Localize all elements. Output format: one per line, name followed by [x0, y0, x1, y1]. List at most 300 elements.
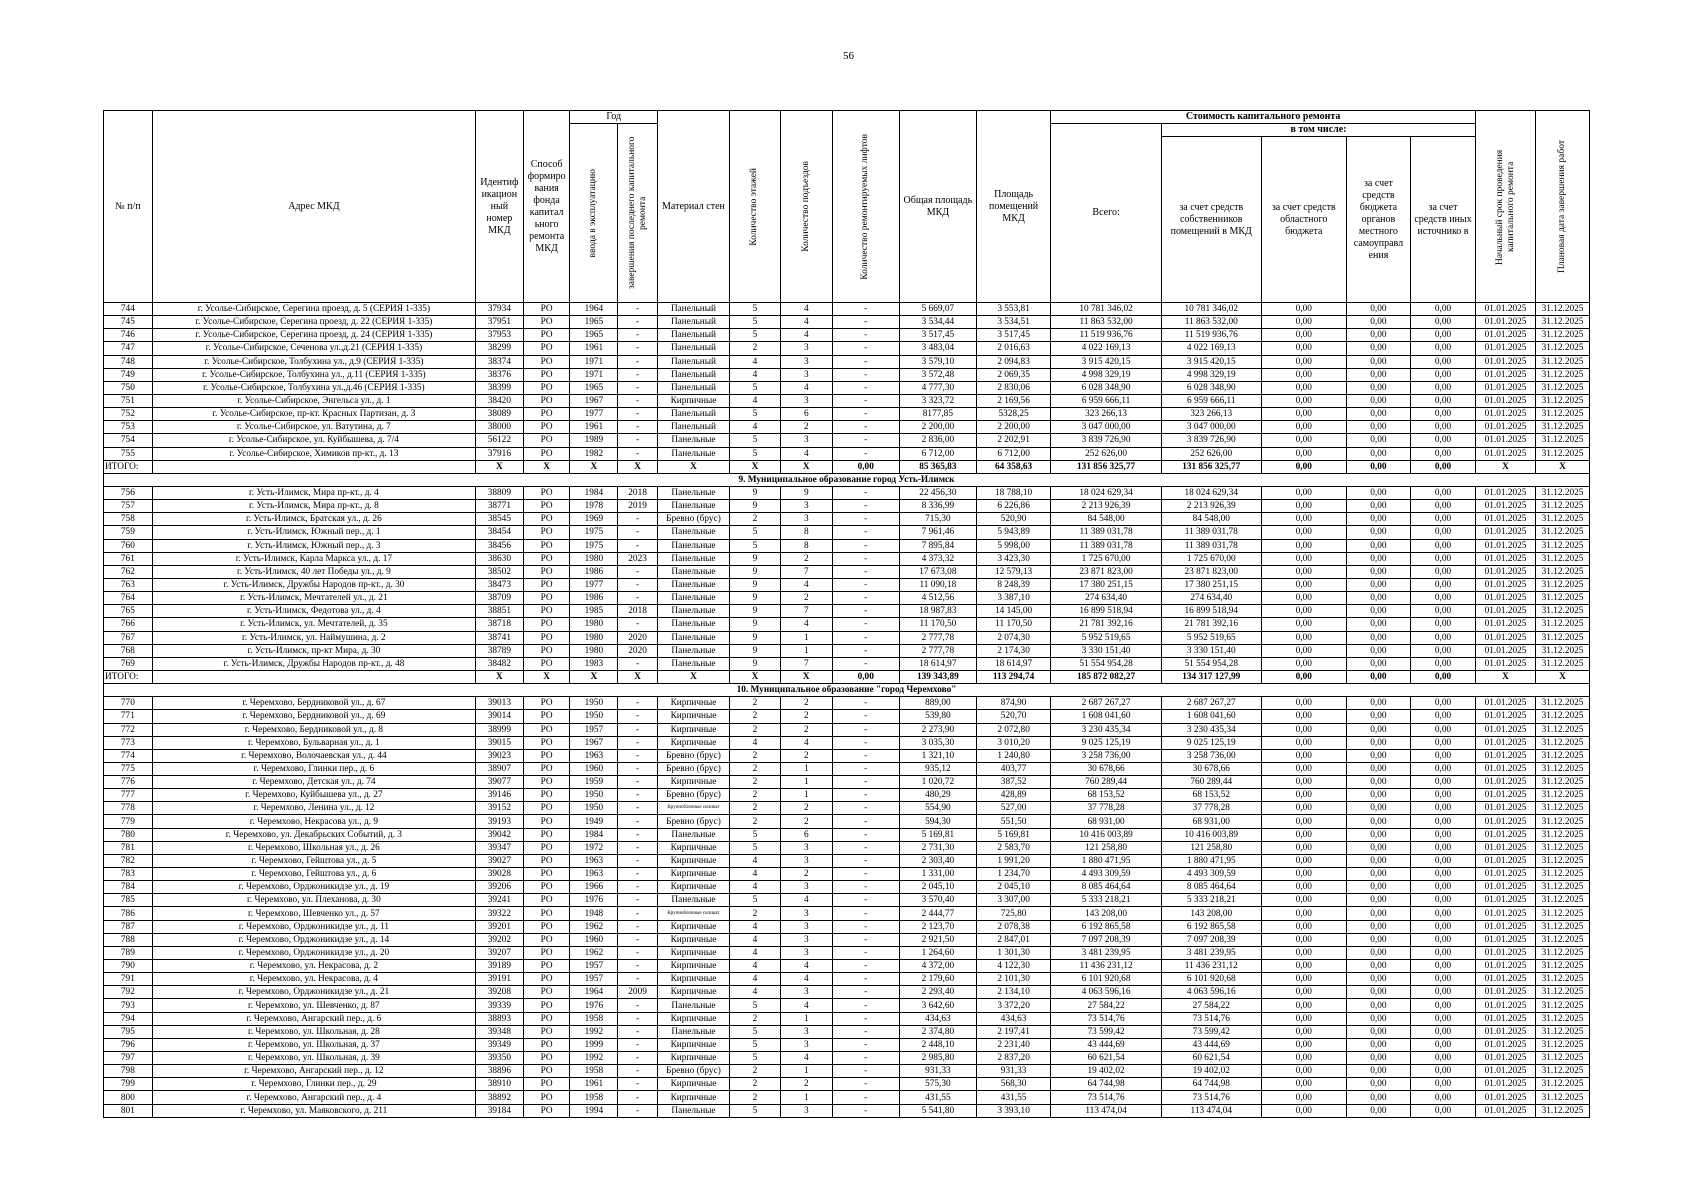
- cell-cost-local: 0,00: [1346, 447, 1410, 460]
- cell-year-built: 1999: [570, 1038, 618, 1051]
- cell-cost-owners: 17 380 251,15: [1161, 578, 1261, 591]
- cell-method: РО: [523, 697, 570, 710]
- cell-cost-total: 6 101 920,68: [1051, 973, 1162, 986]
- cell-id: 39152: [475, 802, 523, 815]
- cell-area-rooms: 387,52: [977, 776, 1051, 789]
- table-row: [104, 854, 1590, 867]
- cell-id: 38999: [475, 723, 523, 736]
- cell-start: 01.01.2025: [1476, 920, 1536, 933]
- cell-cost-owners: 1 725 670,00: [1161, 552, 1261, 565]
- cell-end: 31.12.2025: [1536, 1104, 1590, 1117]
- cell-cost-total: 10 781 346,02: [1051, 303, 1162, 316]
- cell-start: 01.01.2025: [1476, 1012, 1536, 1025]
- cell-lifts: -: [832, 973, 899, 986]
- cell-cost-total: 30 678,66: [1051, 762, 1162, 775]
- cell-material: Крупноблочные силикат: [657, 907, 729, 920]
- cell-cost-owners: 6 959 666,11: [1161, 394, 1261, 407]
- cell-year-built: 1984: [570, 486, 618, 499]
- cell-method: РО: [523, 657, 570, 670]
- cell-method: РО: [523, 710, 570, 723]
- table-row: [104, 618, 1590, 631]
- cell-cost-other: 0,00: [1410, 881, 1475, 894]
- cell-entrances: 1: [780, 631, 832, 644]
- cell-lifts: -: [832, 657, 899, 670]
- cell-area-rooms: 428,89: [977, 789, 1051, 802]
- cell-id: 38896: [475, 1065, 523, 1078]
- cell-cost-owners: 7 097 208,39: [1161, 933, 1261, 946]
- cell-area-total: 11 090,18: [899, 578, 976, 591]
- cell-year-built: 1980: [570, 631, 618, 644]
- cell-entrances: 3: [780, 986, 832, 999]
- cell-cost-owners: 4 022 169,13: [1161, 342, 1261, 355]
- cell-cost-region: 0,00: [1261, 1104, 1346, 1117]
- cell-address: г. Усолье-Сибирское, ул. Куйбышева, д. 7/4: [152, 434, 475, 447]
- cell-lifts: -: [832, 1012, 899, 1025]
- cell-year-repair: -: [618, 303, 658, 316]
- section-row: [104, 473, 1590, 486]
- cell-floors: 2: [730, 710, 781, 723]
- cell-id: 38473: [475, 578, 523, 591]
- table-row: [104, 710, 1590, 723]
- cell-num: 780: [104, 828, 153, 841]
- cell-area-total: 889,00: [899, 697, 976, 710]
- cell-cost-owners: 252 626,00: [1161, 447, 1261, 460]
- cell-floors: 9: [730, 631, 781, 644]
- table-row: [104, 973, 1590, 986]
- cell-method: РО: [523, 486, 570, 499]
- cell-id: 38910: [475, 1078, 523, 1091]
- cell-cost-local: 0,00: [1346, 789, 1410, 802]
- cell-start: 01.01.2025: [1476, 841, 1536, 854]
- cell-cost-owners: 43 444,69: [1161, 1038, 1261, 1051]
- cell-end: 31.12.2025: [1536, 697, 1590, 710]
- cell-floors: 2: [730, 907, 781, 920]
- cell-id: 38545: [475, 513, 523, 526]
- cell-num: 798: [104, 1065, 153, 1078]
- table-row: [104, 815, 1590, 828]
- cell-floors: 5: [730, 447, 781, 460]
- cell-area-rooms: 3 010,20: [977, 736, 1051, 749]
- cell-address: г. Усть-Илимск, ул. Наймушина, д. 2: [152, 631, 475, 644]
- cell-end: 31.12.2025: [1536, 513, 1590, 526]
- cell-year-built: 1976: [570, 999, 618, 1012]
- cell-material: Панельные: [657, 486, 729, 499]
- cell-start: 01.01.2025: [1476, 355, 1536, 368]
- cell-area-rooms: 2 101,30: [977, 973, 1051, 986]
- cell-end: 31.12.2025: [1536, 1038, 1590, 1051]
- cell-lifts: -: [832, 447, 899, 460]
- cell-address: г. Черемхово, Шевченко ул., д. 57: [152, 907, 475, 920]
- cell-cost-other: 0,00: [1410, 776, 1475, 789]
- cell-lifts: -: [832, 500, 899, 513]
- cell-area-rooms: 2 847,01: [977, 933, 1051, 946]
- table-row: [104, 894, 1590, 907]
- cell-material: Панельные: [657, 447, 729, 460]
- cell-method: РО: [523, 592, 570, 605]
- cell-year-repair: -: [618, 894, 658, 907]
- col-method: Способ формиро вания фонда капитал ьного ремонта МКД: [523, 111, 570, 303]
- cell-material: Панельный: [657, 421, 729, 434]
- cell-lifts: -: [832, 394, 899, 407]
- cell-method: РО: [523, 933, 570, 946]
- cell-lifts: -: [832, 605, 899, 618]
- cell-id: 38502: [475, 565, 523, 578]
- cell-material: Панельные: [657, 526, 729, 539]
- cell-method: РО: [523, 789, 570, 802]
- cell-cost-local: 0,00: [1346, 920, 1410, 933]
- cell-area-total: 7 895,84: [899, 539, 976, 552]
- cell-floors: 5: [730, 841, 781, 854]
- table-row: [104, 368, 1590, 381]
- cell-cost-region: 0,00: [1261, 1038, 1346, 1051]
- cell-cost-local: 0,00: [1346, 841, 1410, 854]
- cell-num: 752: [104, 408, 153, 421]
- cell-end: 31.12.2025: [1536, 736, 1590, 749]
- cell-entrances: 3: [780, 946, 832, 959]
- cell-floors: 2: [730, 802, 781, 815]
- cell-cost-total: 3 915 420,15: [1051, 355, 1162, 368]
- cell-area-total: 3 483,04: [899, 342, 976, 355]
- cell-num: 763: [104, 578, 153, 591]
- cell-cost-local: 0,00: [1346, 513, 1410, 526]
- cell-area-total: 5 669,07: [899, 303, 976, 316]
- cell-entrances: 2: [780, 421, 832, 434]
- cell-cost-other: 0,00: [1410, 828, 1475, 841]
- cell-cost-owners: 11 389 031,78: [1161, 526, 1261, 539]
- cell-start: 01.01.2025: [1476, 408, 1536, 421]
- cell-id: 39349: [475, 1038, 523, 1051]
- cell-start: 01.01.2025: [1476, 749, 1536, 762]
- cell-area-total: 1 264,60: [899, 946, 976, 959]
- cell-id: 38630: [475, 552, 523, 565]
- cell-area-total: 931,33: [899, 1065, 976, 1078]
- cell-end: 31.12.2025: [1536, 762, 1590, 775]
- cell-area-rooms: 874,90: [977, 697, 1051, 710]
- cell-id: 38789: [475, 644, 523, 657]
- cell-id: 39042: [475, 828, 523, 841]
- cell-entrances: 2: [780, 710, 832, 723]
- total-cost-owners: 131 856 325,77: [1161, 460, 1261, 473]
- cell-method: РО: [523, 539, 570, 552]
- cell-lifts: -: [832, 1038, 899, 1051]
- cell-cost-local: 0,00: [1346, 697, 1410, 710]
- cell-method: РО: [523, 329, 570, 342]
- cell-year-built: 1949: [570, 815, 618, 828]
- cell-area-total: 4 777,30: [899, 381, 976, 394]
- cell-cost-total: 11 389 031,78: [1051, 539, 1162, 552]
- cell-num: 779: [104, 815, 153, 828]
- cell-address: г. Усть-Илимск, ул. Мечтателей, д. 35: [152, 618, 475, 631]
- cell-cost-total: 11 863 532,00: [1051, 316, 1162, 329]
- cell-end: 31.12.2025: [1536, 933, 1590, 946]
- cell-cost-owners: 274 634,40: [1161, 592, 1261, 605]
- cell-cost-total: 4 998 329,19: [1051, 368, 1162, 381]
- cell-cost-other: 0,00: [1410, 1038, 1475, 1051]
- cell-start: 01.01.2025: [1476, 697, 1536, 710]
- cell-year-repair: -: [618, 697, 658, 710]
- cell-method: РО: [523, 1052, 570, 1065]
- cell-cost-owners: 11 436 231,12: [1161, 960, 1261, 973]
- cell-area-rooms: 8 248,39: [977, 578, 1051, 591]
- cell-start: 01.01.2025: [1476, 789, 1536, 802]
- cell-start: 01.01.2025: [1476, 815, 1536, 828]
- col-area-total: Общая площадь МКД: [899, 111, 976, 303]
- total-label: ИТОГО:: [104, 460, 153, 473]
- cell-cost-total: 51 554 954,28: [1051, 657, 1162, 670]
- cell-area-rooms: 2 583,70: [977, 841, 1051, 854]
- cell-cost-region: 0,00: [1261, 447, 1346, 460]
- cell-id: 38374: [475, 355, 523, 368]
- table-row: [104, 592, 1590, 605]
- cell-floors: 4: [730, 960, 781, 973]
- cell-start: 01.01.2025: [1476, 802, 1536, 815]
- cell-year-repair: -: [618, 329, 658, 342]
- cell-cost-total: 121 258,80: [1051, 841, 1162, 854]
- cell-start: 01.01.2025: [1476, 578, 1536, 591]
- cell-end: 31.12.2025: [1536, 723, 1590, 736]
- cell-cost-other: 0,00: [1410, 999, 1475, 1012]
- cell-method: РО: [523, 631, 570, 644]
- cell-cost-other: 0,00: [1410, 368, 1475, 381]
- cell-cost-total: 3 047 000,00: [1051, 421, 1162, 434]
- cell-end: 31.12.2025: [1536, 815, 1590, 828]
- cell-area-rooms: 434,63: [977, 1012, 1051, 1025]
- cell-entrances: 7: [780, 605, 832, 618]
- cell-area-total: 2 777,78: [899, 631, 976, 644]
- cell-entrances: 3: [780, 500, 832, 513]
- cell-lifts: -: [832, 868, 899, 881]
- cell-area-total: 434,63: [899, 1012, 976, 1025]
- cell-year-built: 1976: [570, 894, 618, 907]
- cell-lifts: -: [832, 710, 899, 723]
- cell-num: 770: [104, 697, 153, 710]
- cell-cost-total: 84 548,00: [1051, 513, 1162, 526]
- cell-cost-region: 0,00: [1261, 868, 1346, 881]
- cell-year-repair: -: [618, 381, 658, 394]
- cell-cost-total: 143 208,00: [1051, 907, 1162, 920]
- cell-id: 39023: [475, 749, 523, 762]
- table-row: [104, 408, 1590, 421]
- cell-id: 37951: [475, 316, 523, 329]
- cell-material: Кирпичные: [657, 697, 729, 710]
- cell-lifts: -: [832, 408, 899, 421]
- cell-lifts: -: [832, 828, 899, 841]
- cell-address: г. Черемхово, Гейштова ул., д. 5: [152, 854, 475, 867]
- cell-material: Кирпичные: [657, 854, 729, 867]
- table-row: [104, 303, 1590, 316]
- cell-floors: 5: [730, 894, 781, 907]
- cell-cost-other: 0,00: [1410, 355, 1475, 368]
- cell-method: РО: [523, 723, 570, 736]
- cell-floors: 5: [730, 1052, 781, 1065]
- cell-cost-region: 0,00: [1261, 552, 1346, 565]
- cell-cost-other: 0,00: [1410, 1065, 1475, 1078]
- cell-num: 754: [104, 434, 153, 447]
- cell-method: РО: [523, 316, 570, 329]
- total-cost-other: 0,00: [1410, 460, 1475, 473]
- cell-area-rooms: 4 122,30: [977, 960, 1051, 973]
- total-x: X: [570, 460, 618, 473]
- cell-start: 01.01.2025: [1476, 1038, 1536, 1051]
- col-cost-local: за счет средств бюджета органов местного самоуправл ения: [1346, 137, 1410, 303]
- table-row: [104, 789, 1590, 802]
- cell-floors: 5: [730, 316, 781, 329]
- cell-lifts: -: [832, 552, 899, 565]
- cell-year-repair: -: [618, 394, 658, 407]
- cell-cost-total: 5 952 519,65: [1051, 631, 1162, 644]
- cell-lifts: -: [832, 894, 899, 907]
- cell-area-rooms: 931,33: [977, 1065, 1051, 1078]
- cell-cost-local: 0,00: [1346, 605, 1410, 618]
- cell-material: Панельные: [657, 999, 729, 1012]
- cell-cost-owners: 1 880 471,95: [1161, 854, 1261, 867]
- cell-end: 31.12.2025: [1536, 960, 1590, 973]
- cell-start: 01.01.2025: [1476, 539, 1536, 552]
- cell-end: 31.12.2025: [1536, 710, 1590, 723]
- cell-id: 38892: [475, 1091, 523, 1104]
- cell-material: Кирпичные: [657, 710, 729, 723]
- total-blank: [152, 670, 475, 683]
- total-row: [104, 670, 1590, 683]
- total-area-total: 139 343,89: [899, 670, 976, 683]
- cell-cost-owners: 323 266,13: [1161, 408, 1261, 421]
- cell-cost-region: 0,00: [1261, 960, 1346, 973]
- cell-area-total: 3 572,48: [899, 368, 976, 381]
- cell-cost-local: 0,00: [1346, 762, 1410, 775]
- cell-cost-local: 0,00: [1346, 907, 1410, 920]
- cell-method: РО: [523, 368, 570, 381]
- cell-cost-region: 0,00: [1261, 539, 1346, 552]
- cell-cost-owners: 18 024 629,34: [1161, 486, 1261, 499]
- cell-cost-region: 0,00: [1261, 644, 1346, 657]
- cell-cost-other: 0,00: [1410, 408, 1475, 421]
- cell-cost-owners: 10 781 346,02: [1161, 303, 1261, 316]
- table-row: [104, 526, 1590, 539]
- cell-num: 791: [104, 973, 153, 986]
- total-x: X: [1476, 460, 1536, 473]
- cell-num: 793: [104, 999, 153, 1012]
- cell-entrances: 4: [780, 894, 832, 907]
- cell-cost-owners: 68 931,00: [1161, 815, 1261, 828]
- cell-lifts: -: [832, 776, 899, 789]
- cell-cost-other: 0,00: [1410, 933, 1475, 946]
- cell-id: 38420: [475, 394, 523, 407]
- cell-end: 31.12.2025: [1536, 565, 1590, 578]
- cell-cost-other: 0,00: [1410, 552, 1475, 565]
- cell-year-built: 1960: [570, 762, 618, 775]
- cell-cost-other: 0,00: [1410, 1104, 1475, 1117]
- table-row: [104, 1025, 1590, 1038]
- cell-cost-region: 0,00: [1261, 789, 1346, 802]
- cell-num: 744: [104, 303, 153, 316]
- cell-address: г. Черемхово, ул. Некрасова, д. 4: [152, 973, 475, 986]
- col-material: Материал стен: [657, 111, 729, 303]
- cell-year-repair: -: [618, 1065, 658, 1078]
- cell-cost-owners: 4 063 596,16: [1161, 986, 1261, 999]
- cell-material: Кирпичные: [657, 960, 729, 973]
- cell-year-built: 1980: [570, 618, 618, 631]
- cell-year-repair: -: [618, 1091, 658, 1104]
- cell-cost-other: 0,00: [1410, 841, 1475, 854]
- cell-cost-owners: 64 744,98: [1161, 1078, 1261, 1091]
- cell-num: 758: [104, 513, 153, 526]
- cell-num: 747: [104, 342, 153, 355]
- cell-area-rooms: 725,80: [977, 907, 1051, 920]
- cell-entrances: 1: [780, 1065, 832, 1078]
- cell-cost-region: 0,00: [1261, 1052, 1346, 1065]
- cell-floors: 9: [730, 565, 781, 578]
- cell-num: 775: [104, 762, 153, 775]
- cell-lifts: -: [832, 723, 899, 736]
- cell-lifts: -: [832, 802, 899, 815]
- cell-num: 761: [104, 552, 153, 565]
- cell-year-repair: -: [618, 762, 658, 775]
- cell-id: 38299: [475, 342, 523, 355]
- cell-num: 776: [104, 776, 153, 789]
- cell-start: 01.01.2025: [1476, 592, 1536, 605]
- cell-year-repair: 2009: [618, 986, 658, 999]
- cell-entrances: 3: [780, 355, 832, 368]
- cell-area-rooms: 18 788,10: [977, 486, 1051, 499]
- cell-floors: 4: [730, 946, 781, 959]
- cell-year-built: 1992: [570, 1025, 618, 1038]
- cell-lifts: -: [832, 946, 899, 959]
- cell-entrances: 4: [780, 1052, 832, 1065]
- total-cost-local: 0,00: [1346, 460, 1410, 473]
- cell-cost-region: 0,00: [1261, 723, 1346, 736]
- cell-address: г. Черемхово, ул. Декабрьских Событий, д. 3: [152, 828, 475, 841]
- cell-start: 01.01.2025: [1476, 434, 1536, 447]
- cell-method: РО: [523, 776, 570, 789]
- cell-id: 38907: [475, 762, 523, 775]
- table-body: [104, 303, 1590, 1118]
- cell-cost-local: 0,00: [1346, 933, 1410, 946]
- cell-year-built: 1965: [570, 316, 618, 329]
- cell-cost-other: 0,00: [1410, 710, 1475, 723]
- cell-entrances: 7: [780, 657, 832, 670]
- cell-id: 39206: [475, 881, 523, 894]
- cell-address: г. Усть-Илимск, Южный пер., д. 3: [152, 539, 475, 552]
- cell-address: г. Черемхово, Куйбышева ул., д. 27: [152, 789, 475, 802]
- cell-area-rooms: 2 174,30: [977, 644, 1051, 657]
- cell-num: 784: [104, 881, 153, 894]
- total-x: X: [1476, 670, 1536, 683]
- cell-floors: 9: [730, 500, 781, 513]
- cell-cost-total: 760 289,44: [1051, 776, 1162, 789]
- cell-end: 31.12.2025: [1536, 1052, 1590, 1065]
- cell-address: г. Усть-Илимск, Карла Маркса ул., д. 17: [152, 552, 475, 565]
- cell-year-repair: -: [618, 592, 658, 605]
- cell-year-repair: 2023: [618, 552, 658, 565]
- cell-area-rooms: 12 579,13: [977, 565, 1051, 578]
- cell-floors: 4: [730, 854, 781, 867]
- cell-cost-region: 0,00: [1261, 618, 1346, 631]
- total-x: X: [1536, 670, 1590, 683]
- cell-floors: 2: [730, 342, 781, 355]
- cell-area-rooms: 2 072,80: [977, 723, 1051, 736]
- cell-cost-total: 23 871 823,00: [1051, 565, 1162, 578]
- table-row: [104, 1078, 1590, 1091]
- cell-address: г. Черемхово, ул. Плеханова, д. 30: [152, 894, 475, 907]
- cell-year-repair: -: [618, 946, 658, 959]
- cell-cost-owners: 4 493 309,59: [1161, 868, 1261, 881]
- cell-id: 39322: [475, 907, 523, 920]
- col-area-rooms: Площадь помещений МКД: [977, 111, 1051, 303]
- cell-cost-region: 0,00: [1261, 920, 1346, 933]
- cell-lifts: -: [832, 841, 899, 854]
- cell-floors: 2: [730, 697, 781, 710]
- cell-material: Кирпичные: [657, 841, 729, 854]
